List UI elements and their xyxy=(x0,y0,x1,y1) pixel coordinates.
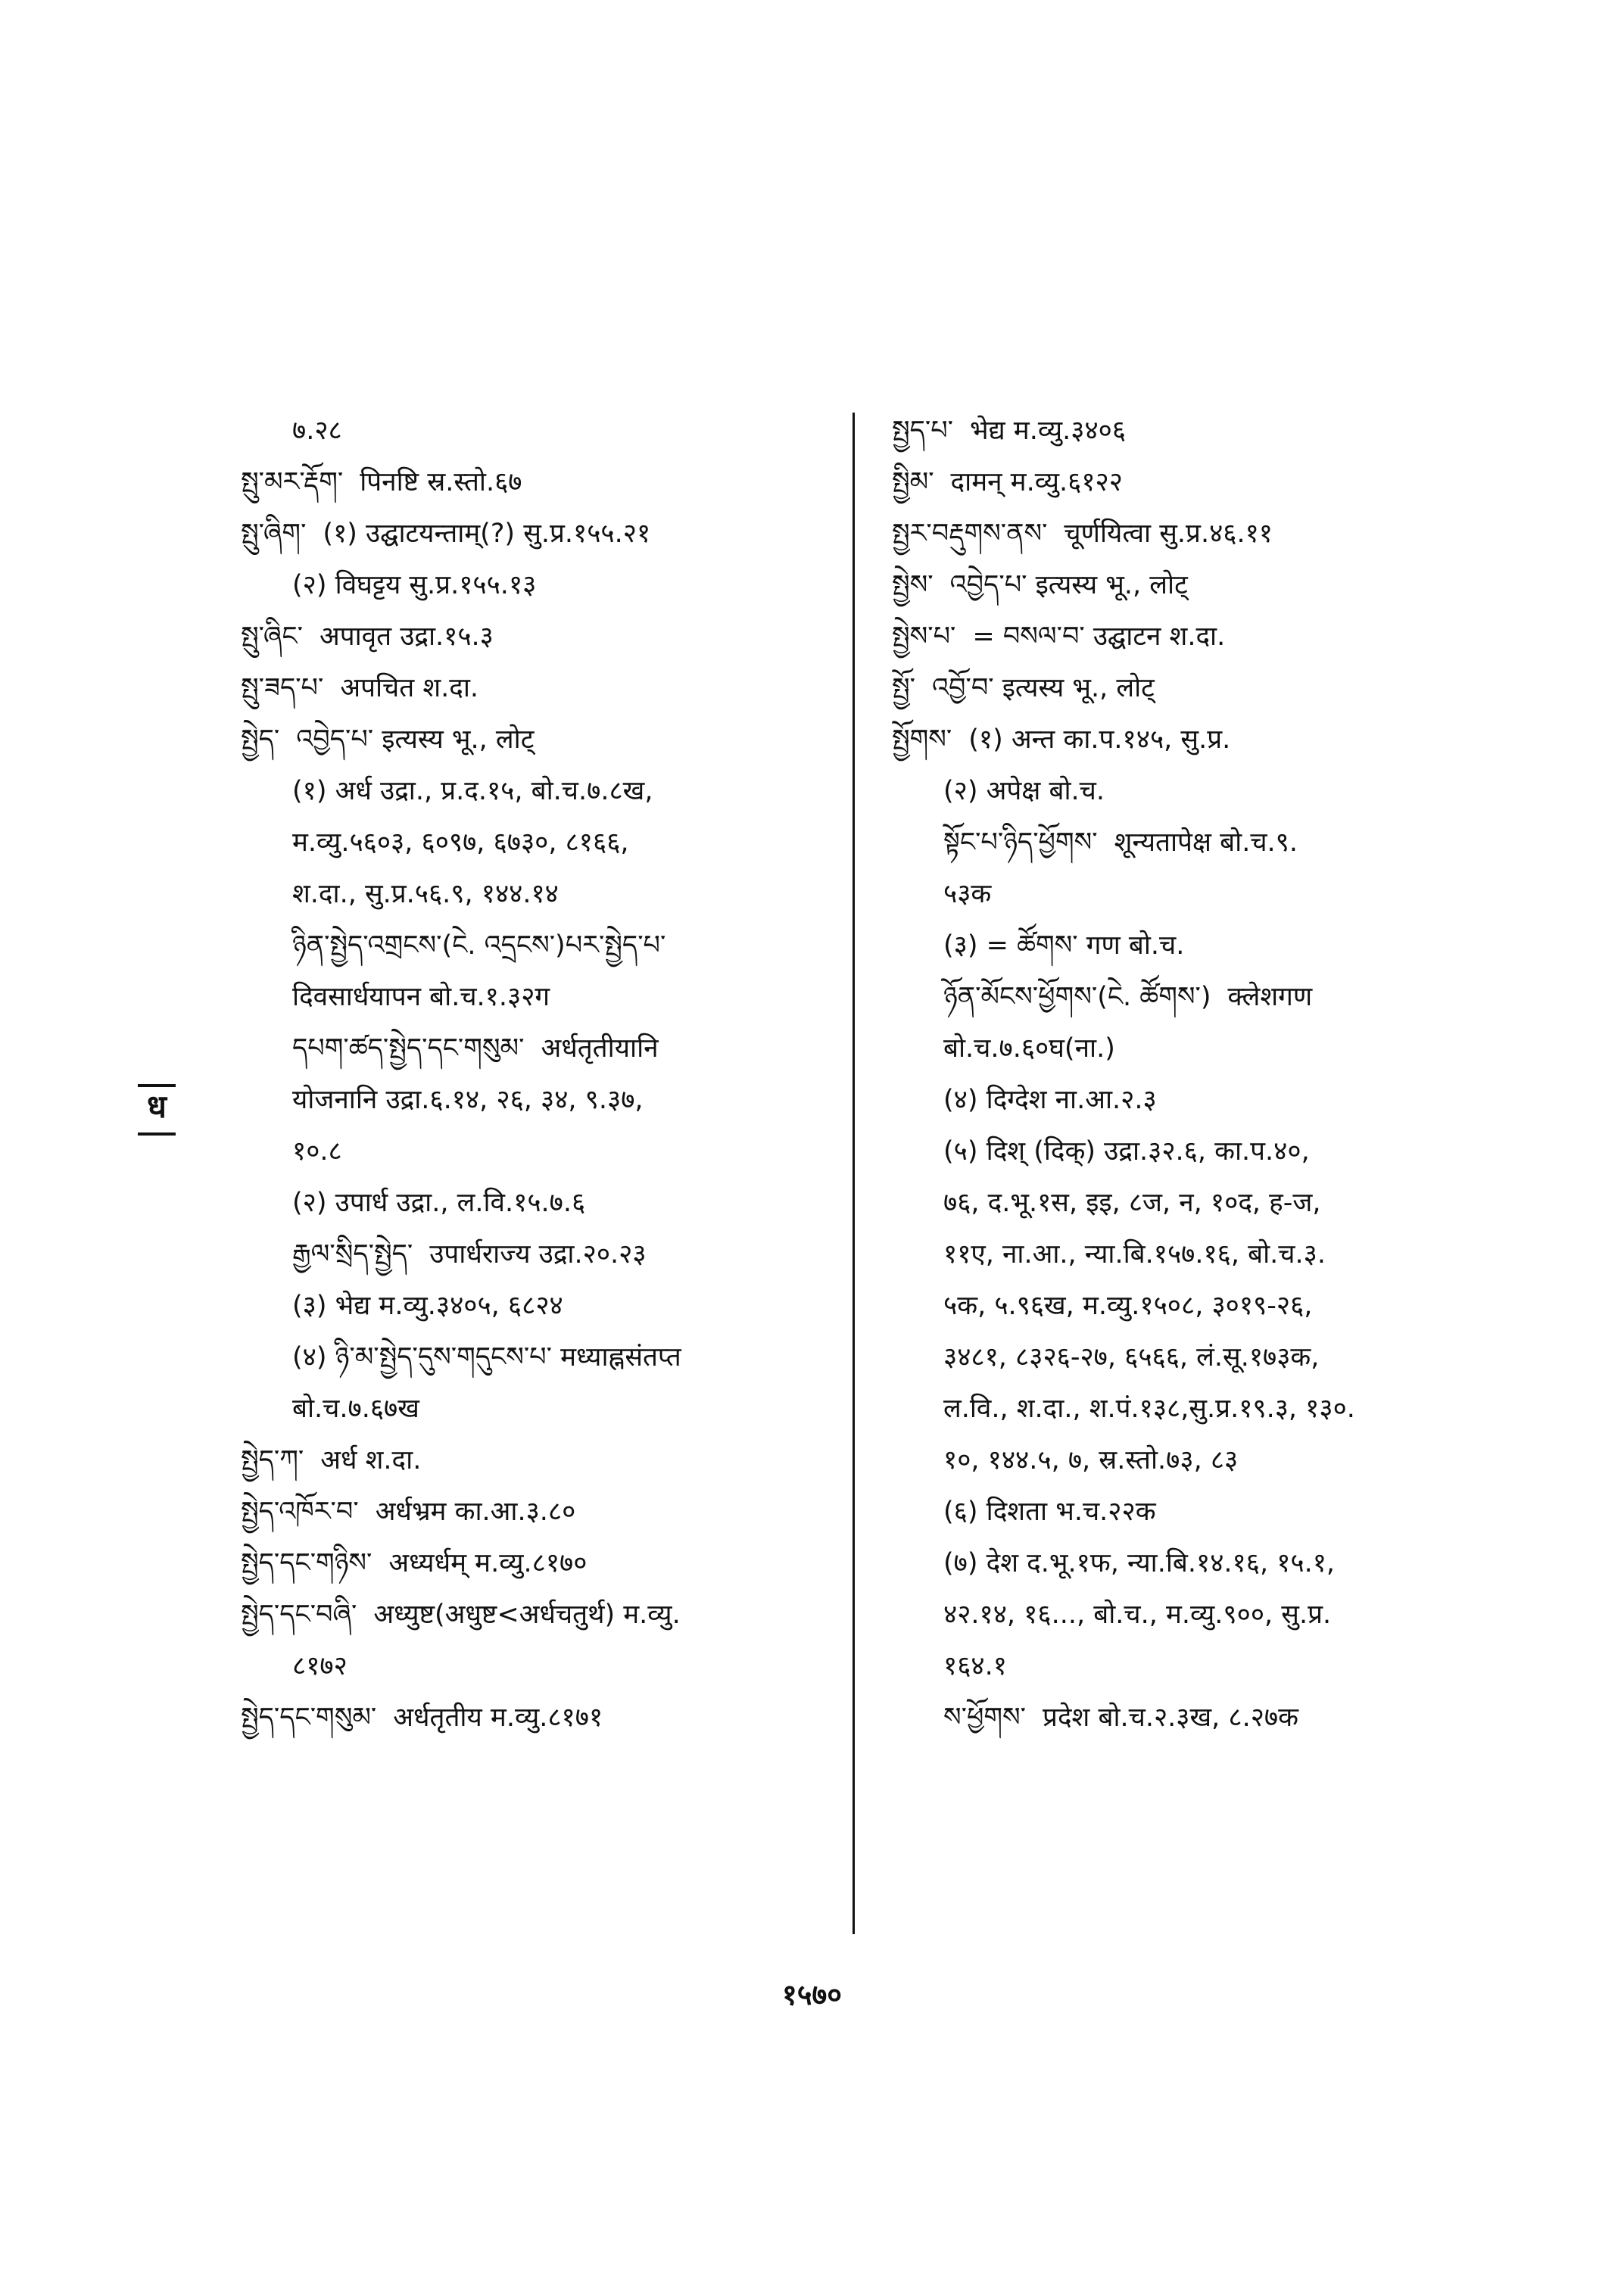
sanskrit-gloss: (५) दिश् (दिक्) उद्रा.३२.६, का.प.४०, xyxy=(943,1136,1310,1167)
tibetan-headword: སྤུ་ཞིང་ xyxy=(241,622,303,652)
entry-line xyxy=(241,1280,846,1332)
sanskrit-gloss: ८१७२ xyxy=(292,1651,348,1681)
entry-line xyxy=(241,1023,846,1074)
sanskrit-gloss: ७६, द.भू.१स, इइ, ८ज, न, १०द, ह-ज, xyxy=(943,1188,1321,1218)
sanskrit-gloss: (१) अर्ध उद्रा., प्र.द.१५, बो.च.७.८ख, xyxy=(292,776,653,806)
tibetan-headword: སྤྱད་པ་ xyxy=(892,416,954,446)
entry-line xyxy=(241,559,846,611)
entry-line xyxy=(241,1589,846,1640)
sanskrit-gloss: दिवसार्धयापन बो.च.१.३२ग xyxy=(292,982,550,1012)
entry-line xyxy=(241,1640,846,1692)
tibetan-headword: སྤྱེས་ xyxy=(892,570,934,600)
sanskrit-gloss: ५क, ५.९६ख, म.व्यु.१५०८, ३०१९-२६, xyxy=(943,1291,1313,1321)
entry-line xyxy=(241,662,846,714)
entry-line xyxy=(892,920,1498,971)
entry-line xyxy=(892,1332,1498,1383)
entry-line xyxy=(892,1435,1498,1486)
sanskrit-gloss: अध्यर्धम् म.व्यु.८१७० xyxy=(388,1548,588,1578)
entry-line xyxy=(241,714,846,765)
tibetan-headword: ས་ཕྱོགས་ xyxy=(943,1703,1027,1733)
right-column xyxy=(892,405,1498,1743)
sanskrit-gloss: ४२.१४, १६..., बो.च., म.व्यु.९००, सु.प्र. xyxy=(943,1600,1332,1630)
entry-line xyxy=(241,1074,846,1126)
tibetan-headword: དཔག་ཚད་སྤྱེད་དང་གསུམ་ xyxy=(292,1033,525,1064)
entry-line xyxy=(241,817,846,868)
entry-line xyxy=(892,1023,1498,1074)
sanskrit-gloss: (२) विघट्टय सु.प्र.१५५.१३ xyxy=(292,570,537,600)
entry-line xyxy=(892,508,1498,559)
tibetan-headword: ཉོན་མོངས་ཕྱོགས་(ངེ. ཚོགས་) xyxy=(943,982,1211,1012)
sanskrit-gloss: (४) दिग्देश ना.आ.२.३ xyxy=(943,1085,1157,1115)
section-marker: ध xyxy=(138,1084,176,1136)
entry-line xyxy=(892,456,1498,508)
sanskrit-gloss: चूर्णयित्वा सु.प्र.४६.११ xyxy=(1064,519,1273,549)
sanskrit-gloss: (२) अपेक्ष बो.च. xyxy=(943,776,1105,806)
entry-line xyxy=(892,1486,1498,1537)
entry-line xyxy=(892,714,1498,765)
entry-line xyxy=(892,765,1498,817)
entry-line xyxy=(892,817,1498,868)
entry-line xyxy=(241,1229,846,1280)
entry-line xyxy=(241,920,846,971)
entry-line xyxy=(241,971,846,1023)
entry-line xyxy=(241,1486,846,1537)
entry-line xyxy=(241,1383,846,1435)
tibetan-headword: སྤུ་མར་རྡོག་ xyxy=(241,467,344,497)
entry-line xyxy=(892,1537,1498,1589)
sanskrit-gloss: འབྱེད་པ་ इत्यस्य भू., लोट् xyxy=(949,570,1188,600)
sanskrit-gloss: १०, १४४.५, ७, स्र.स्तो.७३, ८३ xyxy=(943,1445,1239,1475)
entry-line xyxy=(892,1589,1498,1640)
sanskrit-gloss: बो.च.७.६०घ(ना.) xyxy=(943,1033,1115,1064)
sanskrit-gloss: (२) उपार्ध उद्रा., ल.वि.१५.७.६ xyxy=(292,1188,586,1218)
sanskrit-gloss: प्रदेश बो.च.२.३ख, ८.२७क xyxy=(1043,1703,1298,1733)
tibetan-headword: སྤྱེད་དང་གཉིས་ xyxy=(241,1548,372,1578)
sanskrit-gloss: ७.२८ xyxy=(292,416,342,446)
entry-line xyxy=(892,1640,1498,1692)
entry-line xyxy=(241,1435,846,1486)
sanskrit-gloss: अध्युष्ट(अधुष्ट<अर्धचतुर्थ) म.व्यु. xyxy=(373,1600,681,1630)
sanskrit-gloss: पिनष्टि स्र.स्तो.६७ xyxy=(360,467,522,497)
sanskrit-gloss: योजनानि उद्रा.६.१४, २६, ३४, ९.३७, xyxy=(292,1085,644,1115)
entry-line xyxy=(892,559,1498,611)
sanskrit-gloss: = བསལ་བ་ उद्घाटन श.दा. xyxy=(972,622,1226,652)
tibetan-headword: སྤྱེད་ xyxy=(241,724,280,755)
sanskrit-gloss: ५३क xyxy=(943,879,992,909)
entry-line xyxy=(892,405,1498,456)
sanskrit-gloss: अपचित श.दा. xyxy=(340,673,479,703)
entry-line xyxy=(241,765,846,817)
entry-line xyxy=(241,456,846,508)
entry-line xyxy=(892,662,1498,714)
entry-line xyxy=(892,1383,1498,1435)
tibetan-headword: སྤྱར་བརྡུགས་ནས་ xyxy=(892,519,1048,549)
entry-line xyxy=(241,1126,846,1177)
sanskrit-gloss: (३) भेद्य म.व्यु.३४०५, ६८२४ xyxy=(292,1291,563,1321)
tibetan-headword: སྟོང་པ་ཉིད་ཕྱོགས་ xyxy=(943,827,1098,858)
sanskrit-gloss: क्लेशगण xyxy=(1227,982,1313,1012)
entry-line xyxy=(241,508,846,559)
sanskrit-gloss: अर्धतृतीयानि xyxy=(541,1033,659,1064)
sanskrit-gloss: (४) ཉི་མ་སྤྱེད་དུས་གདུངས་པ་ मध्याह्नसंतप्त xyxy=(292,1342,681,1372)
sanskrit-gloss: १६४.१ xyxy=(943,1651,1007,1681)
tibetan-headword: སྤྱིམ་ xyxy=(892,467,934,497)
sanskrit-gloss: अर्धभ्रम का.आ.३.८० xyxy=(375,1497,576,1527)
entry-line xyxy=(892,868,1498,920)
entry-line xyxy=(892,971,1498,1023)
sanskrit-gloss: (६) दिशता भ.च.२२क xyxy=(943,1497,1156,1527)
entry-line xyxy=(241,1332,846,1383)
sanskrit-gloss: འབྱེད་པ་ इत्यस्य भू., लोट् xyxy=(296,724,535,755)
entry-line xyxy=(241,405,846,456)
sanskrit-gloss: (१) उद्घाटयन्ताम्(?) सु.प्र.१५५.२१ xyxy=(323,519,651,549)
entry-line xyxy=(241,1177,846,1229)
sanskrit-gloss: अर्ध श.दा. xyxy=(320,1445,422,1475)
tibetan-headword: སྤྱེད་དང་གསུམ་ xyxy=(241,1703,377,1733)
sanskrit-gloss: भेद्य म.व्यु.३४०६ xyxy=(970,416,1127,446)
tibetan-headword: སྤྱེད་འཁོར་བ་ xyxy=(241,1497,359,1527)
entry-line xyxy=(241,1692,846,1743)
tibetan-headword: སྤྱེད་དང་བཞི་ xyxy=(241,1600,357,1630)
entry-line xyxy=(892,1177,1498,1229)
tibetan-headword: སྤུ་ཞིག་ xyxy=(241,519,307,549)
sanskrit-gloss: उपार्धराज्य उद्रा.२०.२३ xyxy=(429,1239,647,1270)
sanskrit-gloss: འབྱོ་བ་ इत्यस्य भू., लोट् xyxy=(931,673,1155,703)
page-number: १५७० xyxy=(781,1978,843,2011)
sanskrit-gloss: (३) = ཚོགས་ गण बो.च. xyxy=(943,930,1185,961)
sanskrit-gloss: (१) अन्त का.प.१४५, सु.प्र. xyxy=(968,724,1231,755)
tibetan-headword: སྤྱེས་པ་ xyxy=(892,622,956,652)
tibetan-headword: སྤྱེད་ཀ་ xyxy=(241,1445,304,1475)
tibetan-headword: སྤྱོགས་ xyxy=(892,724,952,755)
entry-line xyxy=(241,1537,846,1589)
entry-line xyxy=(241,611,846,662)
entry-line xyxy=(241,868,846,920)
sanskrit-gloss: अपावृत उद्रा.१५.३ xyxy=(319,622,494,652)
entry-line xyxy=(892,1074,1498,1126)
tibetan-headword: རྒྱལ་སྲིད་སྤྱེད་ xyxy=(292,1239,413,1270)
sanskrit-gloss: दामन् म.व्यु.६१२२ xyxy=(950,467,1123,497)
sanskrit-gloss: (७) देश द.भू.१फ, न्या.बि.१४.१६, १५.१, xyxy=(943,1548,1336,1578)
sanskrit-gloss: अर्धतृतीय म.व्यु.८१७१ xyxy=(393,1703,603,1733)
sanskrit-gloss: ल.वि., श.दा., श.पं.१३८,सु.प्र.१९.३, १३०. xyxy=(943,1394,1355,1424)
tibetan-headword: སྤུ་ཟད་པ་ xyxy=(241,673,324,703)
sanskrit-gloss: ११ए, ना.आ., न्या.बि.१५७.१६, बो.च.३. xyxy=(943,1239,1326,1270)
sanskrit-gloss: श.दा., सु.प्र.५६.९, १४४.१४ xyxy=(292,879,559,909)
entry-line xyxy=(892,1229,1498,1280)
tibetan-headword: ཉིན་སྤྱེད་འགྲངས་(ངེ. འདྲངས་)པར་སྤྱེད་པ་ xyxy=(292,930,666,961)
column-divider xyxy=(853,413,855,1934)
sanskrit-gloss: बो.च.७.६७ख xyxy=(292,1394,419,1424)
entry-line xyxy=(892,611,1498,662)
sanskrit-gloss: ३४८१, ८३२६-२७, ६५६६, लं.सू.१७३क, xyxy=(943,1342,1320,1372)
sanskrit-gloss: १०.८ xyxy=(292,1136,342,1167)
tibetan-headword: སྤྱོ་ xyxy=(892,673,915,703)
entry-line xyxy=(892,1280,1498,1332)
sanskrit-gloss: शून्यतापेक्ष बो.च.९. xyxy=(1114,827,1298,858)
sanskrit-gloss: म.व्यु.५६०३, ६०९७, ६७३०, ८१६६, xyxy=(292,827,629,858)
entry-line xyxy=(892,1126,1498,1177)
left-column xyxy=(241,405,846,1743)
entry-line xyxy=(892,1692,1498,1743)
